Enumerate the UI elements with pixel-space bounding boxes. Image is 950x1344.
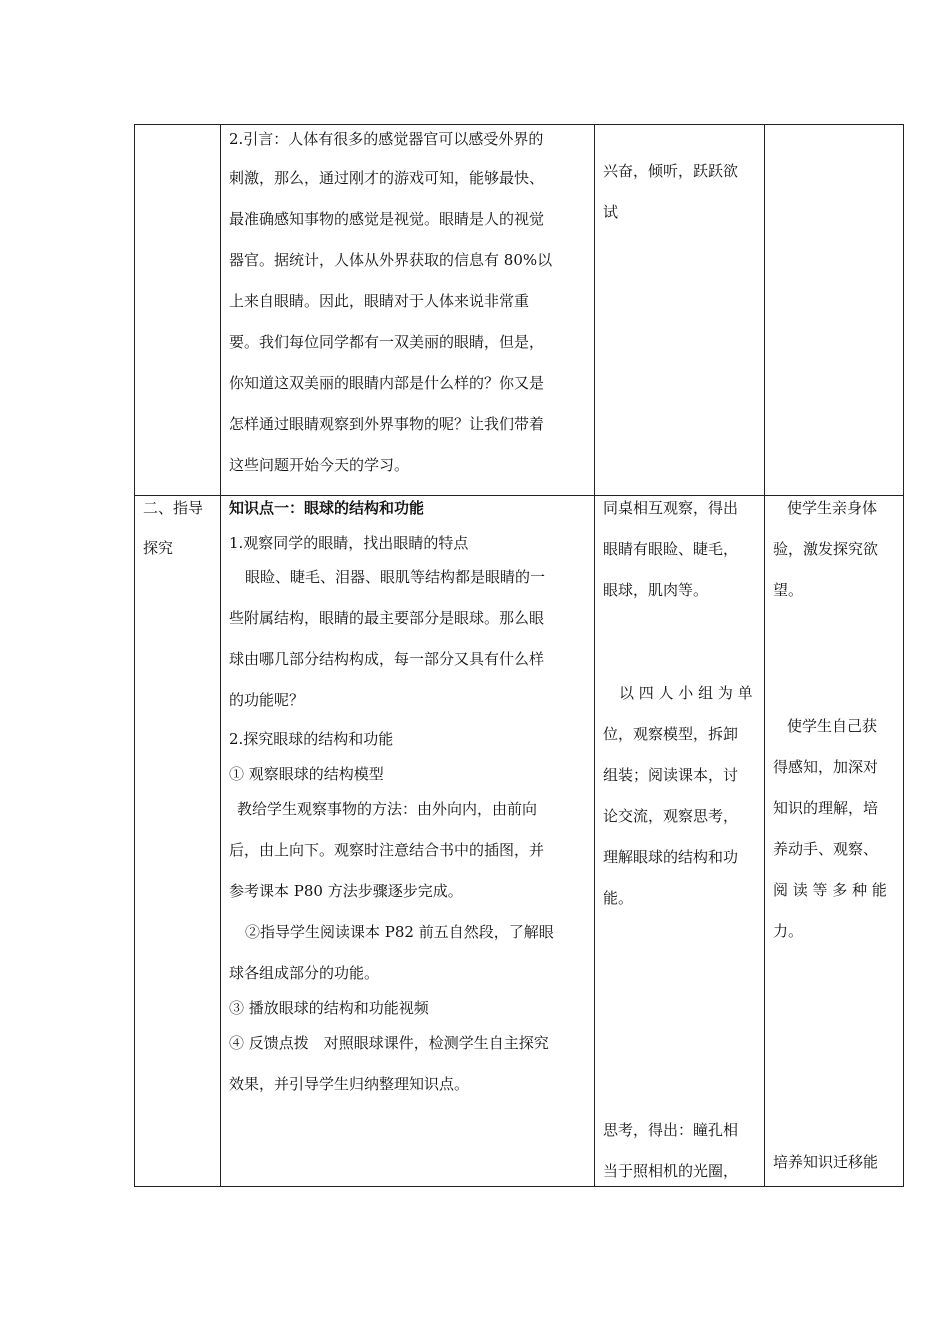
teacher-line: 教给学生观察事物的方法：由外向内，由前向 (237, 800, 538, 818)
student-line: 组装；阅读课本，讨 (603, 766, 739, 784)
student-line: 兴奋，倾听，跃跃欲 (603, 162, 739, 180)
intent-line: 验，激发探究欲 (773, 540, 879, 558)
teacher-line: 你知道这双美丽的眼睛内部是什么样的？你又是 (229, 374, 545, 392)
student-line: 位，观察模型，拆卸 (603, 725, 739, 743)
intent-line: 培养知识迁移能 (773, 1153, 879, 1171)
intent-line: 望。 (773, 581, 804, 599)
teacher-activity-cell (221, 125, 595, 496)
teacher-line: 上来自眼睛。因此，眼睛对于人体来说非常重 (229, 292, 530, 310)
intent-line: 知识的理解，培 (773, 799, 879, 817)
stage-cell (135, 496, 221, 1187)
teacher-line: 球各组成部分的功能。 (229, 964, 380, 982)
teacher-line: 眼睑、睫毛、泪器、眼肌等结构都是眼睛的一 (245, 568, 546, 586)
student-line: 眼球，肌肉等。 (603, 581, 709, 599)
intent-line: 养动手、观察、 (773, 840, 879, 858)
table-row (135, 496, 904, 1187)
teacher-line: ① 观察眼球的结构模型 (229, 765, 384, 783)
table-row (135, 125, 904, 496)
design-intent-cell (765, 496, 904, 1187)
teacher-line: 2.探究眼球的结构和功能 (229, 730, 394, 748)
teacher-line: 怎样通过眼睛观察到外界事物的呢？让我们带着 (229, 415, 545, 433)
student-line: 理解眼球的结构和功 (603, 848, 739, 866)
teacher-line: 的功能呢？ (229, 691, 305, 709)
teacher-line: ②指导学生阅读课本 P82 前五自然段，了解眼 (245, 923, 554, 941)
intent-line: 力。 (773, 922, 804, 940)
student-line: 当于照相机的光圈， (603, 1162, 739, 1180)
student-line: 试 (603, 203, 619, 221)
teacher-line: 器官。据统计，人体从外界获取的信息有 80%以 (229, 251, 553, 269)
teacher-line: ④ 反馈点拨 对照眼球课件，检测学生自主探究 (229, 1034, 549, 1052)
student-line: 同桌相互观察，得出 (603, 499, 739, 517)
teacher-line: 球由哪几部分结构构成，每一部分又具有什么样 (229, 650, 545, 668)
stage-label: 二、指导 (143, 499, 204, 517)
teacher-line: 2.引言：人体有很多的感觉器官可以感受外界的 (229, 130, 544, 148)
intent-line: 使学生亲身体 (787, 499, 878, 517)
teacher-line: 些附属结构，眼睛的最主要部分是眼球。那么眼 (229, 609, 545, 627)
lesson-plan-table (134, 124, 904, 1187)
teacher-line: ③ 播放眼球的结构和功能视频 (229, 999, 429, 1017)
stage-cell (135, 125, 221, 496)
teacher-line: 刺激，那么，通过刚才的游戏可知，能够最快、 (229, 169, 545, 187)
student-activity-cell (595, 496, 765, 1187)
intent-line: 得感知，加深对 (773, 758, 879, 776)
teacher-line: 1.观察同学的眼睛，找出眼睛的特点 (229, 534, 469, 552)
intent-line: 使学生自己获 (787, 717, 878, 735)
teacher-line: 参考课本 P80 方法步骤逐步完成。 (229, 882, 463, 900)
teacher-line: 效果，并引导学生归纳整理知识点。 (229, 1075, 470, 1093)
student-activity-cell (595, 125, 765, 496)
teacher-activity-cell (221, 496, 595, 1187)
knowledge-heading: 知识点一：眼球的结构和功能 (229, 499, 425, 517)
teacher-line: 后，由上向下。观察时注意结合书中的插图，并 (229, 841, 545, 859)
teacher-line: 这些问题开始今天的学习。 (229, 456, 410, 474)
student-line: 论交流，观察思考， (603, 807, 739, 825)
student-line: 以 四 人 小 组 为 单 (619, 684, 753, 702)
student-line: 能。 (603, 889, 634, 907)
teacher-line: 要。我们每位同学都有一双美丽的眼睛，但是， (229, 333, 545, 351)
intent-line: 阅 读 等 多 种 能 (773, 881, 887, 899)
student-line: 眼睛有眼睑、睫毛， (603, 540, 739, 558)
stage-label: 探究 (143, 539, 174, 557)
teacher-line: 最准确感知事物的感觉是视觉。眼睛是人的视觉 (229, 210, 545, 228)
design-intent-cell (765, 125, 904, 496)
student-line: 思考，得出：瞳孔相 (603, 1121, 739, 1139)
